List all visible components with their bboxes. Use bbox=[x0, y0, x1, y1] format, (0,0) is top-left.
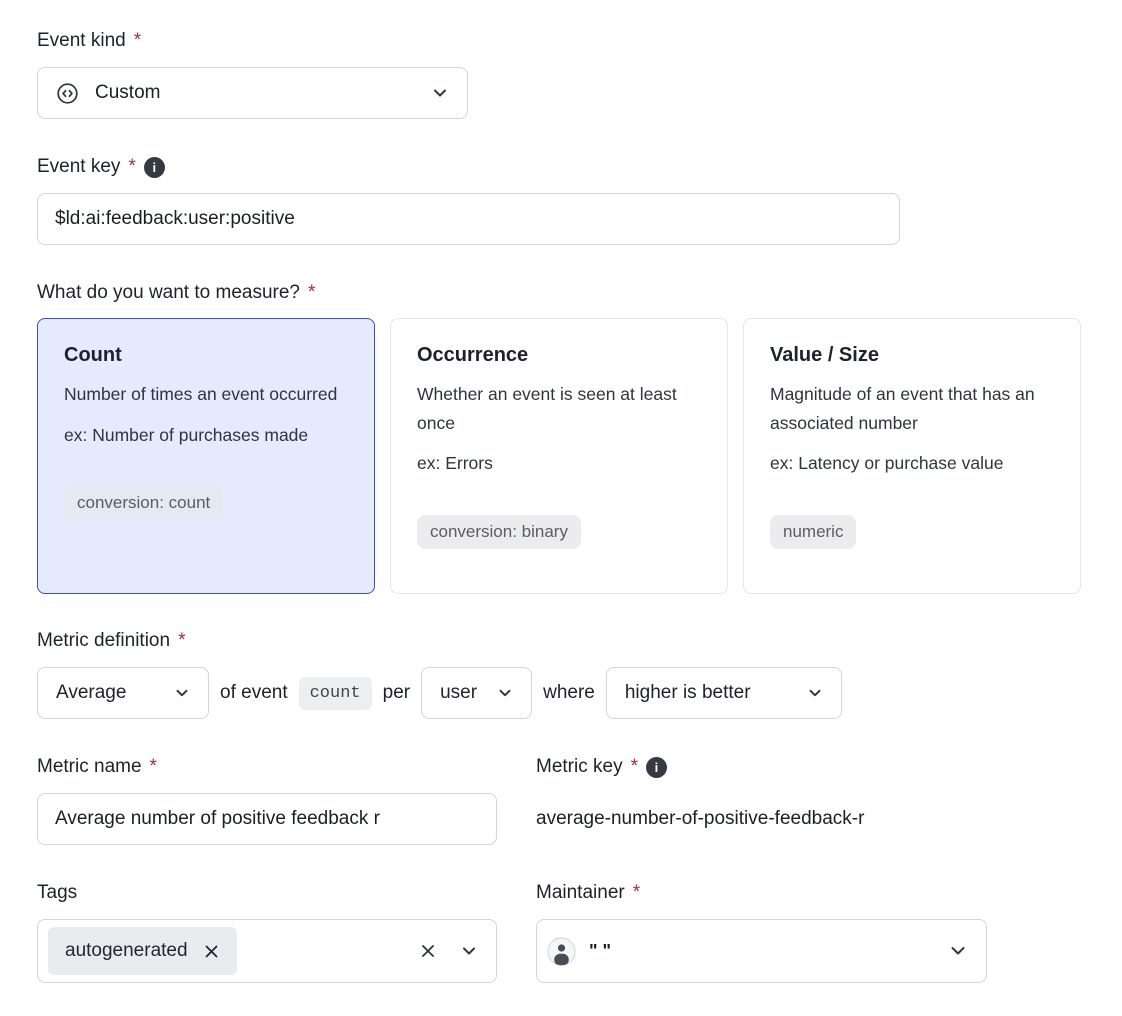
maintainer-field bbox=[536, 882, 987, 983]
required-asterisk: * bbox=[133, 30, 142, 51]
measure-label bbox=[37, 282, 1122, 304]
metric-name-label-text: Metric name bbox=[37, 756, 142, 777]
card-title: Occurrence bbox=[417, 344, 529, 366]
of-event-text: of event bbox=[220, 682, 288, 703]
metric-definition-label-text: Metric definition bbox=[37, 630, 171, 651]
maintainer-label bbox=[536, 882, 987, 904]
tags-field bbox=[37, 882, 497, 983]
measure-options bbox=[37, 318, 1122, 594]
required-asterisk: * bbox=[178, 630, 186, 651]
required-asterisk: * bbox=[630, 756, 638, 777]
metric-name-label bbox=[37, 756, 497, 778]
measure-label-text: What do you want to measure? bbox=[37, 282, 300, 303]
tags-label-text: Tags bbox=[37, 882, 78, 903]
metric-key-value: average-number-of-positive-feedback-r bbox=[536, 808, 865, 829]
tags-label bbox=[37, 882, 497, 904]
chevron-down-icon bbox=[807, 685, 823, 701]
tag-chip bbox=[48, 927, 237, 975]
where-text: where bbox=[543, 682, 595, 703]
measure-option-count[interactable] bbox=[37, 318, 375, 594]
event-key-field bbox=[37, 156, 1122, 245]
measure-option-occurrence[interactable] bbox=[390, 318, 728, 594]
metric-name-field bbox=[37, 756, 497, 845]
chevron-down-icon[interactable] bbox=[460, 942, 478, 960]
chevron-down-icon bbox=[174, 685, 190, 701]
required-asterisk: * bbox=[632, 882, 641, 903]
maintainer-label-text: Maintainer bbox=[536, 882, 625, 903]
tags-multiselect[interactable] bbox=[37, 919, 497, 983]
conversion-badge: conversion: count bbox=[64, 486, 223, 520]
info-icon[interactable]: i bbox=[646, 757, 667, 778]
avatar-person-icon bbox=[547, 937, 576, 966]
card-description: Magnitude of an event that has an associated number bbox=[770, 384, 1035, 433]
card-title: Value / Size bbox=[770, 344, 879, 366]
event-kind-field bbox=[37, 30, 1122, 119]
analysis-unit-select[interactable] bbox=[421, 667, 532, 719]
maintainer-value: " " bbox=[589, 940, 612, 961]
metric-key-label bbox=[536, 756, 864, 778]
aggregation-select[interactable] bbox=[37, 667, 209, 719]
conversion-badge: numeric bbox=[770, 515, 856, 549]
chevron-down-icon bbox=[948, 941, 968, 961]
event-key-input[interactable] bbox=[37, 193, 900, 245]
event-kind-label-text: Event kind bbox=[37, 30, 126, 51]
card-example: ex: Number of purchases made bbox=[64, 424, 309, 445]
conversion-badge: conversion: binary bbox=[417, 515, 581, 549]
event-key-label bbox=[37, 156, 1122, 178]
name-key-row bbox=[37, 756, 1122, 845]
maintainer-select[interactable] bbox=[536, 919, 987, 983]
card-example: ex: Errors bbox=[417, 453, 493, 474]
event-kind-select[interactable] bbox=[37, 67, 468, 119]
card-description: Whether an event is seen at least once bbox=[417, 384, 677, 433]
required-asterisk: * bbox=[149, 756, 157, 777]
event-kind-label bbox=[37, 30, 1122, 52]
metric-definition-row bbox=[37, 667, 1122, 719]
measure-field bbox=[37, 282, 1122, 594]
card-title: Count bbox=[64, 344, 122, 366]
tags-maintainer-row bbox=[37, 882, 1122, 983]
card-description: Number of times an event occurred bbox=[64, 384, 338, 404]
metric-definition-field bbox=[37, 630, 1122, 719]
success-direction-value: higher is better bbox=[624, 682, 751, 703]
per-text: per bbox=[382, 682, 411, 703]
required-asterisk: * bbox=[128, 156, 136, 177]
required-asterisk: * bbox=[307, 282, 316, 303]
metric-definition-label bbox=[37, 630, 1122, 652]
event-kind-value: Custom bbox=[95, 82, 161, 103]
event-token-badge: count bbox=[299, 677, 372, 710]
aggregation-value: Average bbox=[56, 682, 127, 703]
clear-tags-icon[interactable] bbox=[419, 942, 437, 960]
chevron-down-icon bbox=[431, 84, 449, 102]
remove-tag-icon[interactable] bbox=[203, 943, 220, 960]
measure-option-value-size[interactable] bbox=[743, 318, 1081, 594]
chevron-down-icon bbox=[497, 685, 513, 701]
analysis-unit-value: user bbox=[440, 682, 478, 703]
custom-event-code-icon bbox=[56, 82, 79, 105]
metric-name-input[interactable] bbox=[37, 793, 497, 845]
tag-chip-label: autogenerated bbox=[65, 940, 188, 961]
success-direction-select[interactable] bbox=[606, 667, 842, 719]
card-example: ex: Latency or purchase value bbox=[770, 453, 1004, 474]
event-key-label-text: Event key bbox=[37, 156, 121, 177]
info-icon[interactable]: i bbox=[144, 157, 165, 178]
metric-key-field bbox=[536, 756, 864, 845]
metric-key-label-text: Metric key bbox=[536, 756, 623, 777]
